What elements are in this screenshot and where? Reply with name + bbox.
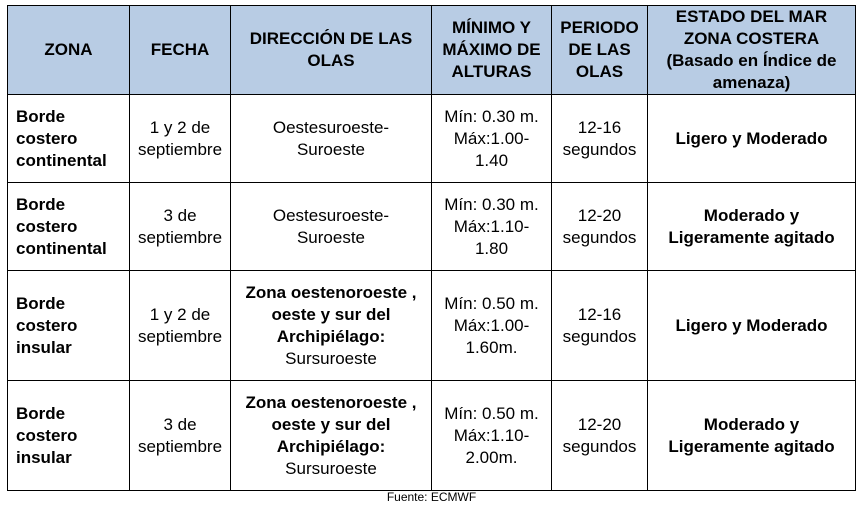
cell-estado: Ligero y Moderado (648, 95, 856, 183)
cell-zona: Borde costero insular (8, 271, 130, 381)
cell-estado: Moderado y Ligeramente agitado (648, 183, 856, 271)
cell-zona: Borde costero continental (8, 95, 130, 183)
cell-zona: Borde costero insular (8, 381, 130, 491)
source-caption: Fuente: ECMWF (386, 490, 477, 504)
cell-periodo: 12-20 segundos (552, 381, 648, 491)
header-zona: ZONA (8, 6, 130, 95)
cell-periodo: 12-20 segundos (552, 183, 648, 271)
header-direccion: DIRECCIÓN DE LAS OLAS (231, 6, 432, 95)
table-row (8, 271, 856, 381)
cell-fecha: 1 y 2 de septiembre (130, 271, 231, 381)
header-row (8, 6, 856, 95)
direccion-text: Sursuroeste (285, 348, 377, 368)
direccion-text: Oestesuroeste- Suroeste (272, 117, 390, 159)
cell-alturas: Mín: 0.30 m. Máx:1.00- 1.40 (432, 95, 552, 183)
cell-direccion (231, 271, 432, 381)
direccion-text: Sursuroeste (285, 458, 377, 478)
cell-alturas: Mín: 0.50 m. Máx:1.10- 2.00m. (432, 381, 552, 491)
header-alturas: MÍNIMO Y MÁXIMO DE ALTURAS (432, 6, 552, 95)
cell-direccion (231, 381, 432, 491)
table-row (8, 183, 856, 271)
cell-direccion (231, 95, 432, 183)
cell-periodo: 12-16 segundos (552, 271, 648, 381)
cell-fecha: 3 de septiembre (130, 381, 231, 491)
cell-zona: Borde costero continental (8, 183, 130, 271)
cell-fecha: 1 y 2 de septiembre (130, 95, 231, 183)
cell-periodo: 12-16 segundos (552, 95, 648, 183)
direccion-zone-text: Zona oestenoroeste , oeste y sur del Archipiélago: (245, 282, 417, 346)
table-body (8, 95, 856, 491)
cell-estado: Moderado y Ligeramente agitado (648, 381, 856, 491)
cell-estado: Ligero y Moderado (648, 271, 856, 381)
cell-alturas: Mín: 0.30 m. Máx:1.10- 1.80 (432, 183, 552, 271)
cell-fecha: 3 de septiembre (130, 183, 231, 271)
header-estado: ESTADO DEL MAR ZONA COSTERA (Basado en Índice de amenaza) (648, 6, 856, 95)
header-fecha: FECHA (130, 6, 231, 95)
table-header (8, 6, 856, 95)
cell-direccion (231, 183, 432, 271)
direccion-text: Oestesuroeste- Suroeste (272, 205, 390, 247)
direccion-zone-text: Zona oestenoroeste , oeste y sur del Archipiélago: (245, 392, 417, 456)
cell-alturas: Mín: 0.50 m. Máx:1.00- 1.60m. (432, 271, 552, 381)
header-periodo: PERIODO DE LAS OLAS (552, 6, 648, 95)
table-row (8, 381, 856, 491)
forecast-table (7, 5, 856, 491)
table-row (8, 95, 856, 183)
